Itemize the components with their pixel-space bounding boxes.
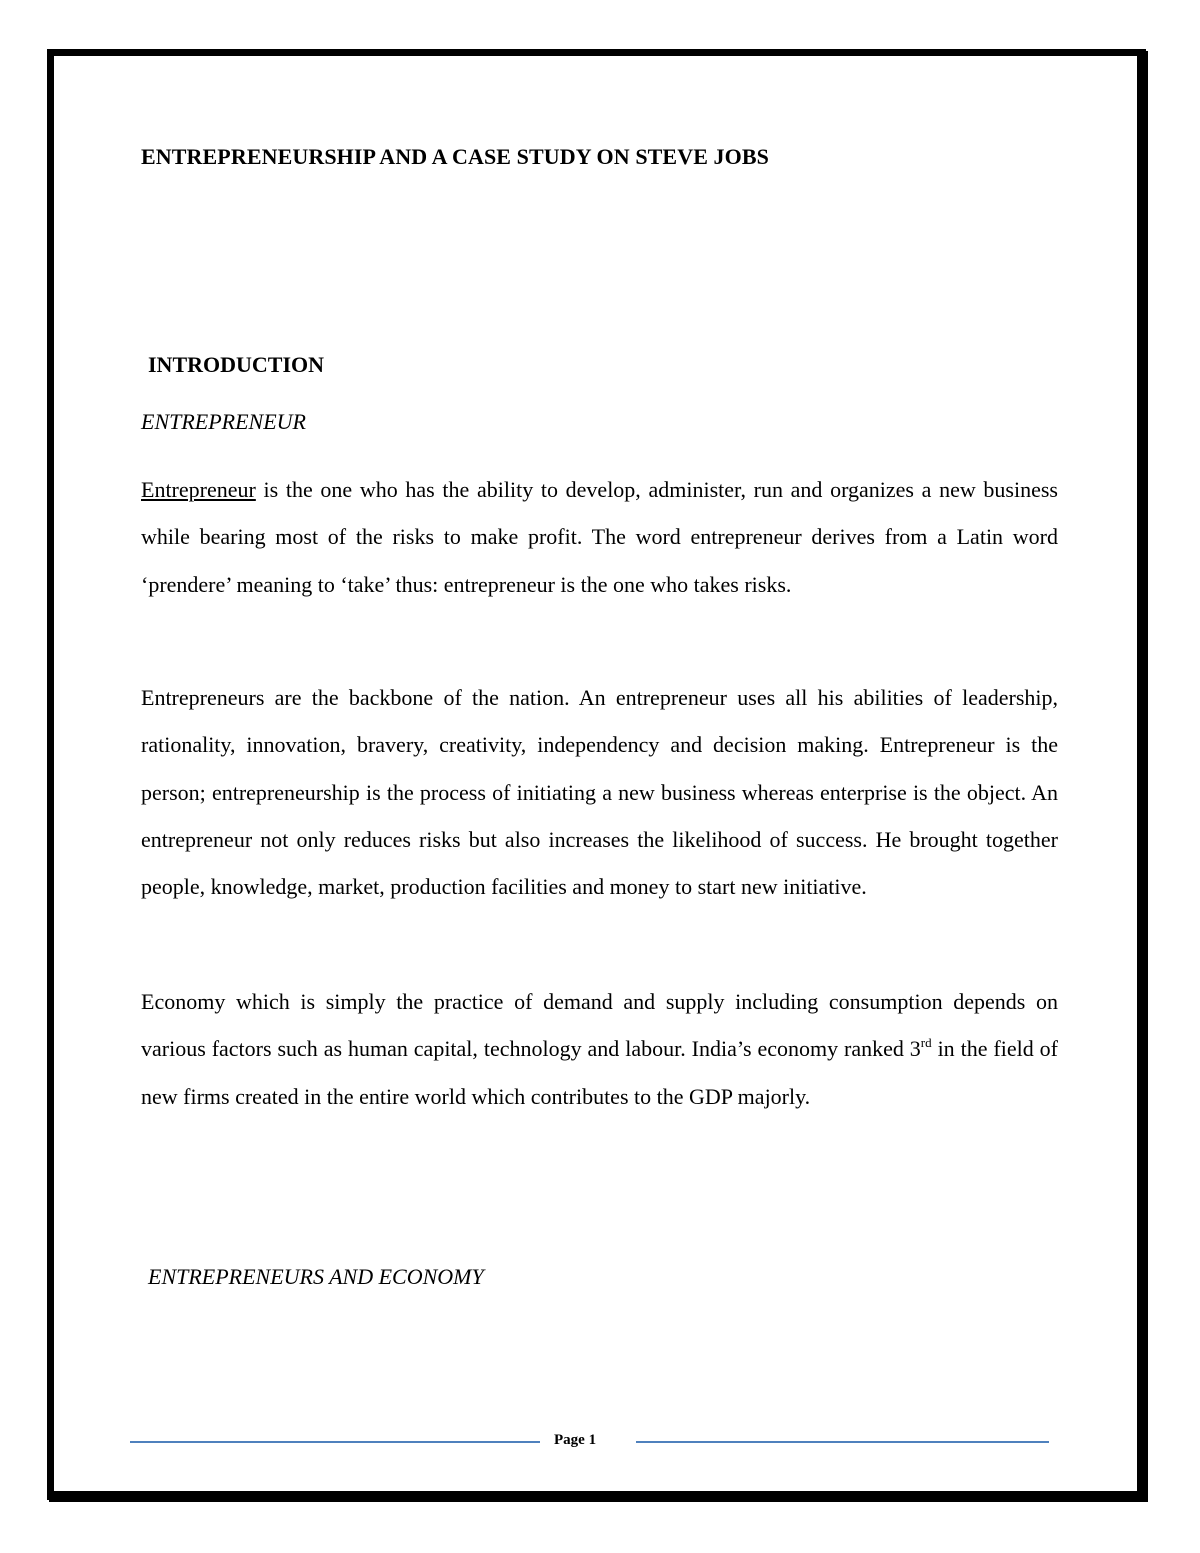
sub-heading-entrepreneur: ENTREPRENEUR: [141, 409, 306, 434]
paragraph-definition: [141, 466, 1058, 608]
page-number: Page 1: [554, 1432, 597, 1448]
paragraph-economy-text-end: in the field of new firms created in the entire world which contributes to the GDP majorly.: [141, 1036, 1058, 1109]
document-title: ENTREPRENEURSHIP AND A CASE STUDY ON STEVE JOBS: [141, 144, 769, 169]
footer-rule-left: [130, 1441, 540, 1443]
paragraph-backbone: Entrepreneurs are the backbone of the nation. An entrepreneur uses all his abilities of leadership, rationality, innovation, bravery, creativity, independency and decision making. Entrepreneur is the person; entrepreneurship is the process of initiating a new business whereas enterprise is the object. An entrepreneur not only reduces risks but also increases the likelihood of success. He brought together people, knowledge, market, production facilities and money to start new initiative.: [141, 685, 1058, 900]
underlined-term: Entrepreneur: [141, 477, 256, 502]
section-heading-introduction: INTRODUCTION: [148, 352, 325, 377]
paragraph-definition-text: is the one who has the ability to develop, administer, run and organizes a new business while bearing most of the risks to make profit. The word entrepreneur derives from a Latin word ‘prendere’ meaning to ‘take’ thus: entrepreneur is the one who takes risks.: [141, 477, 1058, 597]
footer-rule-right: [636, 1441, 1049, 1443]
ordinal-superscript: rd: [920, 1035, 932, 1051]
paragraph-economy: [141, 978, 1058, 1120]
paragraph-economy-text-start: Economy which is simply the practice of demand and supply including consumption depends on various factors such as human capital, technology and labour. India’s economy ranked 3: [141, 989, 1058, 1062]
sub-heading-entrepreneurs-and-economy: ENTREPRENEURS AND ECONOMY: [148, 1264, 484, 1289]
